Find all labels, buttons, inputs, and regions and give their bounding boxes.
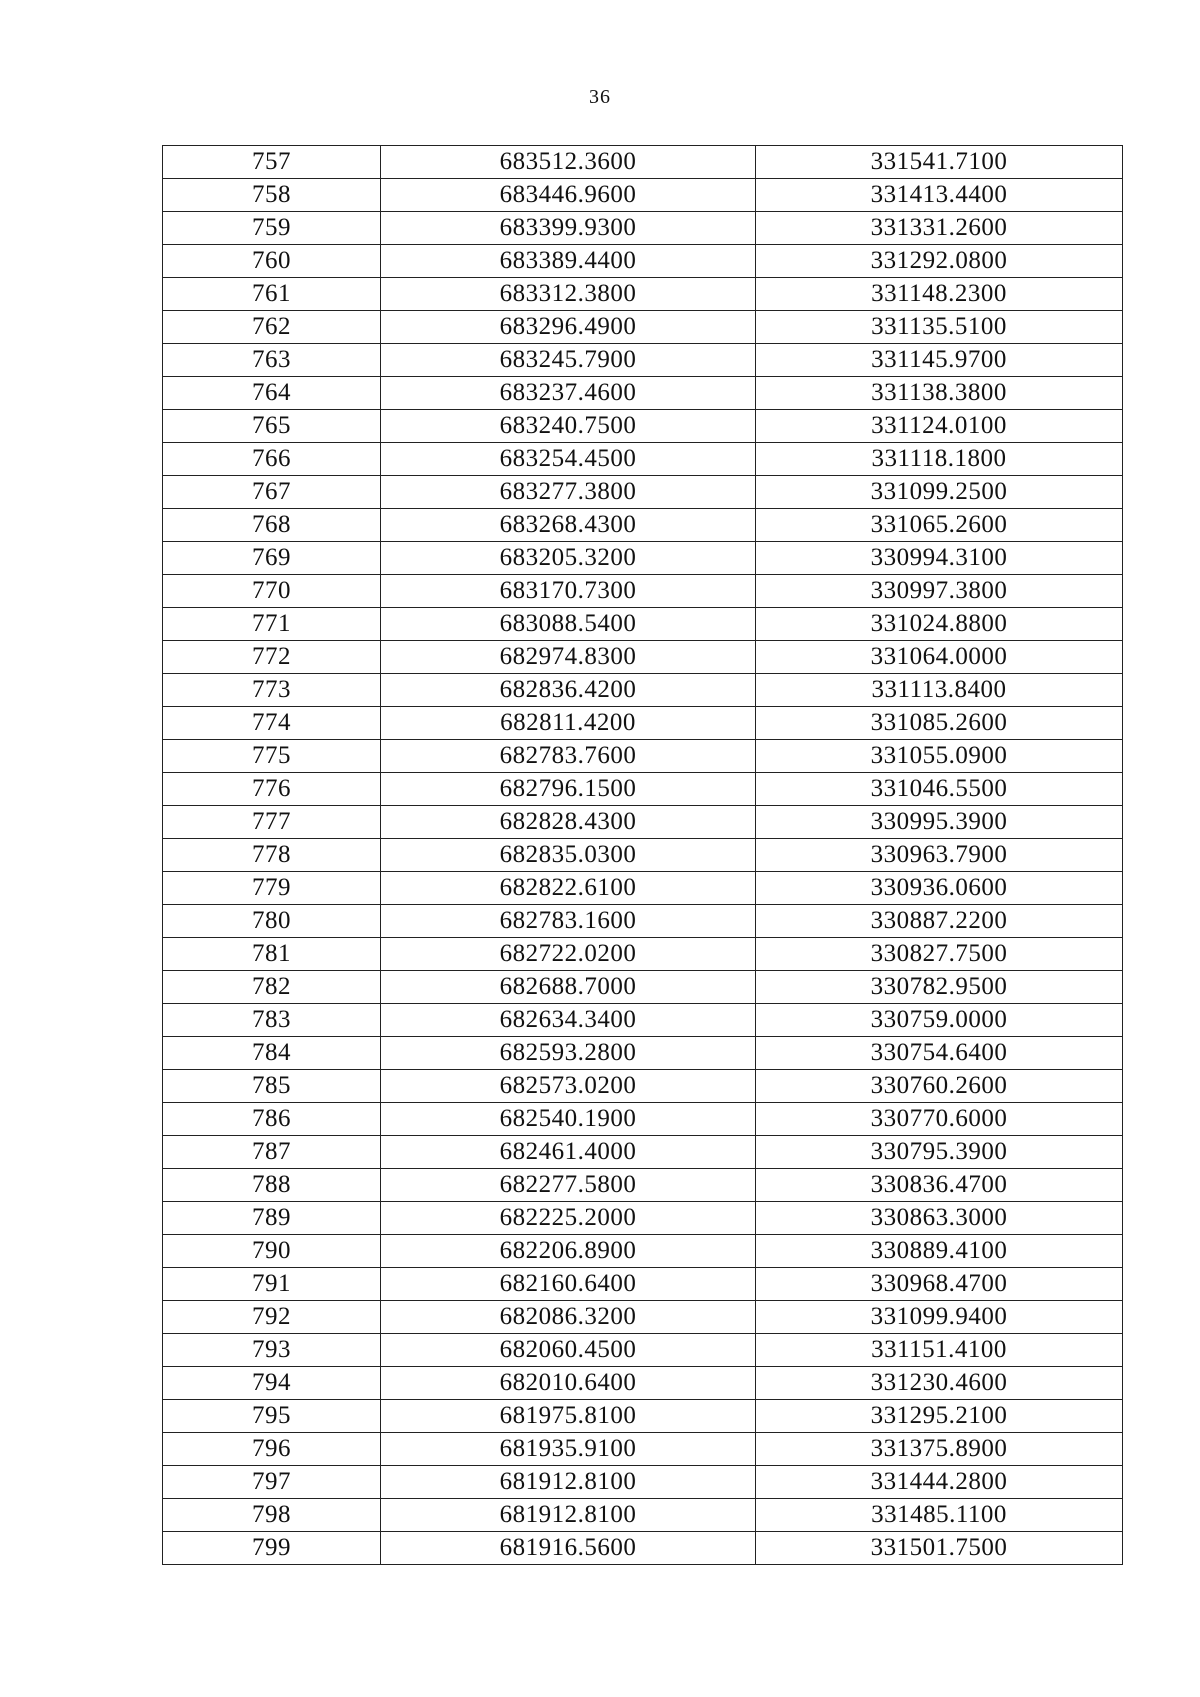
table-row: [163, 773, 1123, 806]
x-coordinate-cell: 683512.3600: [381, 146, 756, 179]
y-coordinate-cell: 331230.4600: [756, 1367, 1123, 1400]
table-row: [163, 278, 1123, 311]
table-row: [163, 1169, 1123, 1202]
x-coordinate-cell: 682835.0300: [381, 839, 756, 872]
x-coordinate-cell: 683237.4600: [381, 377, 756, 410]
y-coordinate-cell: 330760.2600: [756, 1070, 1123, 1103]
point-number-cell: 772: [163, 641, 381, 674]
point-number-cell: 789: [163, 1202, 381, 1235]
y-coordinate-cell: 330827.7500: [756, 938, 1123, 971]
x-coordinate-cell: 682010.6400: [381, 1367, 756, 1400]
y-coordinate-cell: 330968.4700: [756, 1268, 1123, 1301]
table-row: [163, 1235, 1123, 1268]
point-number-cell: 760: [163, 245, 381, 278]
point-number-cell: 774: [163, 707, 381, 740]
table-row: [163, 839, 1123, 872]
x-coordinate-cell: 682086.3200: [381, 1301, 756, 1334]
table-row: [163, 311, 1123, 344]
x-coordinate-cell: 683277.3800: [381, 476, 756, 509]
table-row: [163, 872, 1123, 905]
x-coordinate-cell: 682160.6400: [381, 1268, 756, 1301]
table-row: [163, 1499, 1123, 1532]
point-number-cell: 764: [163, 377, 381, 410]
y-coordinate-cell: 331099.9400: [756, 1301, 1123, 1334]
point-number-cell: 773: [163, 674, 381, 707]
point-number-cell: 759: [163, 212, 381, 245]
point-number-cell: 783: [163, 1004, 381, 1037]
x-coordinate-cell: 682828.4300: [381, 806, 756, 839]
point-number-cell: 775: [163, 740, 381, 773]
y-coordinate-cell: 330887.2200: [756, 905, 1123, 938]
point-number-cell: 770: [163, 575, 381, 608]
point-number-cell: 785: [163, 1070, 381, 1103]
point-number-cell: 781: [163, 938, 381, 971]
point-number-cell: 796: [163, 1433, 381, 1466]
x-coordinate-cell: 683240.7500: [381, 410, 756, 443]
point-number-cell: 790: [163, 1235, 381, 1268]
table-row: [163, 1466, 1123, 1499]
point-number-cell: 757: [163, 146, 381, 179]
point-number-cell: 761: [163, 278, 381, 311]
table-row: [163, 740, 1123, 773]
table-row: [163, 1400, 1123, 1433]
y-coordinate-cell: 331064.0000: [756, 641, 1123, 674]
table-row: [163, 641, 1123, 674]
point-number-cell: 788: [163, 1169, 381, 1202]
table-row: [163, 476, 1123, 509]
y-coordinate-cell: 331148.2300: [756, 278, 1123, 311]
x-coordinate-cell: 682277.5800: [381, 1169, 756, 1202]
point-number-cell: 762: [163, 311, 381, 344]
table-row: [163, 212, 1123, 245]
x-coordinate-cell: 682811.4200: [381, 707, 756, 740]
x-coordinate-cell: 682540.1900: [381, 1103, 756, 1136]
table-row: [163, 1367, 1123, 1400]
table-row: [163, 1070, 1123, 1103]
y-coordinate-cell: 330936.0600: [756, 872, 1123, 905]
table-row: [163, 509, 1123, 542]
x-coordinate-cell: 682225.2000: [381, 1202, 756, 1235]
y-coordinate-cell: 331124.0100: [756, 410, 1123, 443]
y-coordinate-cell: 331099.2500: [756, 476, 1123, 509]
y-coordinate-cell: 330995.3900: [756, 806, 1123, 839]
table-row: [163, 410, 1123, 443]
table-row: [163, 575, 1123, 608]
point-number-cell: 779: [163, 872, 381, 905]
y-coordinate-cell: 331113.8400: [756, 674, 1123, 707]
x-coordinate-cell: 682796.1500: [381, 773, 756, 806]
x-coordinate-cell: 682688.7000: [381, 971, 756, 1004]
coordinates-table: [162, 145, 1123, 1565]
x-coordinate-cell: 682060.4500: [381, 1334, 756, 1367]
y-coordinate-cell: 331485.1100: [756, 1499, 1123, 1532]
point-number-cell: 765: [163, 410, 381, 443]
x-coordinate-cell: 683312.3800: [381, 278, 756, 311]
y-coordinate-cell: 331046.5500: [756, 773, 1123, 806]
point-number-cell: 767: [163, 476, 381, 509]
x-coordinate-cell: 682573.0200: [381, 1070, 756, 1103]
x-coordinate-cell: 683170.7300: [381, 575, 756, 608]
y-coordinate-cell: 331331.2600: [756, 212, 1123, 245]
y-coordinate-cell: 331541.7100: [756, 146, 1123, 179]
table-row: [163, 1136, 1123, 1169]
table-row: [163, 146, 1123, 179]
x-coordinate-cell: 682836.4200: [381, 674, 756, 707]
y-coordinate-cell: 330863.3000: [756, 1202, 1123, 1235]
y-coordinate-cell: 331118.1800: [756, 443, 1123, 476]
y-coordinate-cell: 331065.2600: [756, 509, 1123, 542]
point-number-cell: 766: [163, 443, 381, 476]
x-coordinate-cell: 681912.8100: [381, 1499, 756, 1532]
x-coordinate-cell: 683268.4300: [381, 509, 756, 542]
table-row: [163, 674, 1123, 707]
point-number-cell: 782: [163, 971, 381, 1004]
x-coordinate-cell: 683205.3200: [381, 542, 756, 575]
table-row: [163, 938, 1123, 971]
point-number-cell: 784: [163, 1037, 381, 1070]
x-coordinate-cell: 682783.7600: [381, 740, 756, 773]
x-coordinate-cell: 682722.0200: [381, 938, 756, 971]
point-number-cell: 758: [163, 179, 381, 212]
point-number-cell: 792: [163, 1301, 381, 1334]
table-row: [163, 1037, 1123, 1070]
table-row: [163, 1433, 1123, 1466]
table-row: [163, 1532, 1123, 1565]
point-number-cell: 776: [163, 773, 381, 806]
point-number-cell: 794: [163, 1367, 381, 1400]
x-coordinate-cell: 682461.4000: [381, 1136, 756, 1169]
y-coordinate-cell: 331375.8900: [756, 1433, 1123, 1466]
point-number-cell: 793: [163, 1334, 381, 1367]
x-coordinate-cell: 682206.8900: [381, 1235, 756, 1268]
table-row: [163, 1103, 1123, 1136]
y-coordinate-cell: 330994.3100: [756, 542, 1123, 575]
y-coordinate-cell: 331055.0900: [756, 740, 1123, 773]
table-row: [163, 1334, 1123, 1367]
y-coordinate-cell: 331295.2100: [756, 1400, 1123, 1433]
x-coordinate-cell: 681935.9100: [381, 1433, 756, 1466]
y-coordinate-cell: 330963.7900: [756, 839, 1123, 872]
y-coordinate-cell: 330889.4100: [756, 1235, 1123, 1268]
x-coordinate-cell: 683088.5400: [381, 608, 756, 641]
x-coordinate-cell: 683399.9300: [381, 212, 756, 245]
x-coordinate-cell: 681975.8100: [381, 1400, 756, 1433]
table-row: [163, 1004, 1123, 1037]
table-row: [163, 443, 1123, 476]
point-number-cell: 768: [163, 509, 381, 542]
table-row: [163, 707, 1123, 740]
point-number-cell: 780: [163, 905, 381, 938]
table-row: [163, 806, 1123, 839]
page-number: 36: [589, 86, 611, 108]
table-row: [163, 179, 1123, 212]
x-coordinate-cell: 681912.8100: [381, 1466, 756, 1499]
y-coordinate-cell: 331138.3800: [756, 377, 1123, 410]
y-coordinate-cell: 330770.6000: [756, 1103, 1123, 1136]
table-row: [163, 245, 1123, 278]
table-row: [163, 1202, 1123, 1235]
point-number-cell: 786: [163, 1103, 381, 1136]
point-number-cell: 791: [163, 1268, 381, 1301]
table-row: [163, 905, 1123, 938]
point-number-cell: 771: [163, 608, 381, 641]
y-coordinate-cell: 330782.9500: [756, 971, 1123, 1004]
table-row: [163, 377, 1123, 410]
table-row: [163, 971, 1123, 1004]
x-coordinate-cell: 683296.4900: [381, 311, 756, 344]
y-coordinate-cell: 331444.2800: [756, 1466, 1123, 1499]
y-coordinate-cell: 331085.2600: [756, 707, 1123, 740]
table-row: [163, 1301, 1123, 1334]
x-coordinate-cell: 682593.2800: [381, 1037, 756, 1070]
point-number-cell: 787: [163, 1136, 381, 1169]
y-coordinate-cell: 330836.4700: [756, 1169, 1123, 1202]
point-number-cell: 795: [163, 1400, 381, 1433]
table-row: [163, 608, 1123, 641]
y-coordinate-cell: 330754.6400: [756, 1037, 1123, 1070]
x-coordinate-cell: 681916.5600: [381, 1532, 756, 1565]
y-coordinate-cell: 331413.4400: [756, 179, 1123, 212]
point-number-cell: 798: [163, 1499, 381, 1532]
x-coordinate-cell: 683245.7900: [381, 344, 756, 377]
x-coordinate-cell: 683254.4500: [381, 443, 756, 476]
point-number-cell: 777: [163, 806, 381, 839]
x-coordinate-cell: 682822.6100: [381, 872, 756, 905]
x-coordinate-cell: 682634.3400: [381, 1004, 756, 1037]
point-number-cell: 799: [163, 1532, 381, 1565]
coordinates-table-body: [163, 146, 1123, 1565]
y-coordinate-cell: 331501.7500: [756, 1532, 1123, 1565]
y-coordinate-cell: 331145.9700: [756, 344, 1123, 377]
table-row: [163, 542, 1123, 575]
y-coordinate-cell: 331292.0800: [756, 245, 1123, 278]
y-coordinate-cell: 331151.4100: [756, 1334, 1123, 1367]
table-row: [163, 344, 1123, 377]
y-coordinate-cell: 331024.8800: [756, 608, 1123, 641]
point-number-cell: 778: [163, 839, 381, 872]
x-coordinate-cell: 682783.1600: [381, 905, 756, 938]
x-coordinate-cell: 683389.4400: [381, 245, 756, 278]
y-coordinate-cell: 330997.3800: [756, 575, 1123, 608]
table-row: [163, 1268, 1123, 1301]
y-coordinate-cell: 331135.5100: [756, 311, 1123, 344]
x-coordinate-cell: 682974.8300: [381, 641, 756, 674]
x-coordinate-cell: 683446.9600: [381, 179, 756, 212]
y-coordinate-cell: 330795.3900: [756, 1136, 1123, 1169]
point-number-cell: 769: [163, 542, 381, 575]
point-number-cell: 763: [163, 344, 381, 377]
y-coordinate-cell: 330759.0000: [756, 1004, 1123, 1037]
point-number-cell: 797: [163, 1466, 381, 1499]
